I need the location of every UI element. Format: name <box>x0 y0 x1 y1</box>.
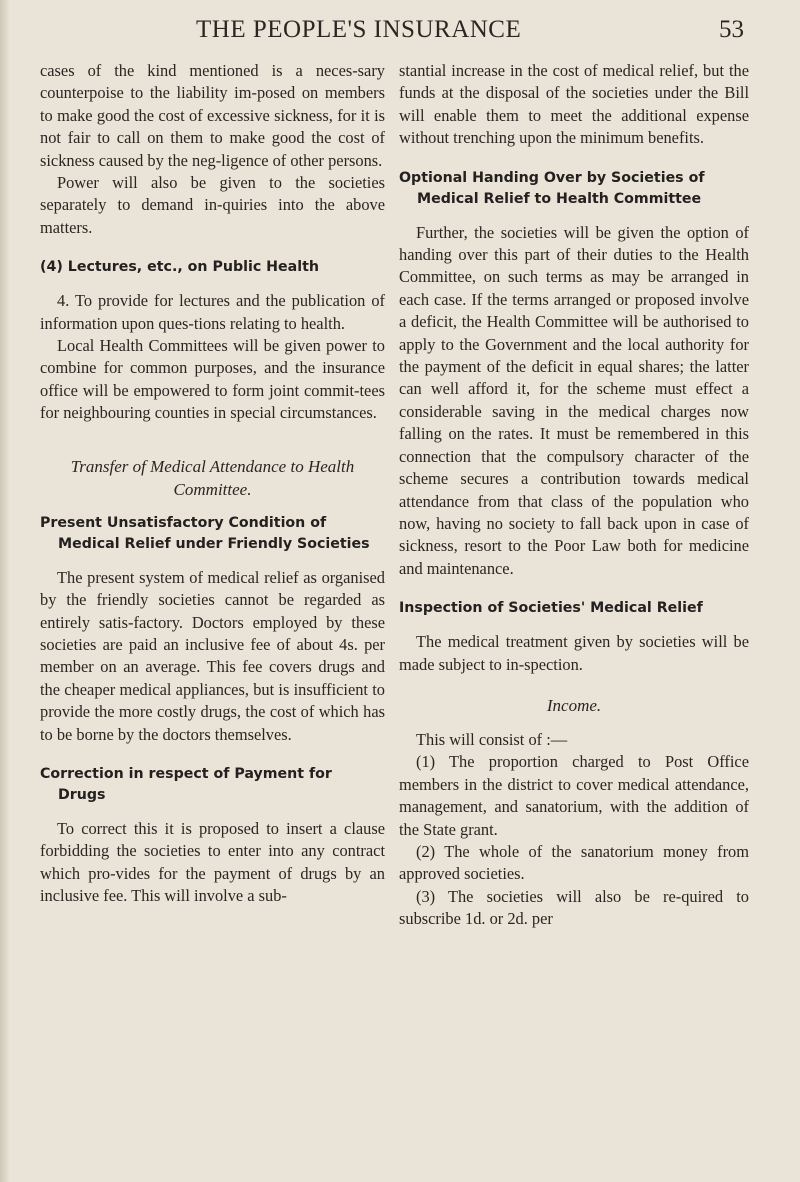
paragraph: (1) The proportion charged to Post Office members in the district to cover medical attendance, management, and sanatorium, with the addition of the State grant. <box>399 752 749 839</box>
italic-heading-transfer: Transfer of Medical Attendance to Health Committee. <box>70 456 355 499</box>
right-column <box>399 60 749 931</box>
paragraph: The medical treatment given by societies will be made subject to in-spection. <box>399 632 749 674</box>
section-heading-present-condition <box>40 513 385 555</box>
paragraph: Local Health Committees will be given power to combine for common purposes, and the insurance office will be empowered to form joint commit-tees for neighbouring counties in special circumstances. <box>40 336 385 423</box>
heading-line: Inspection of Societies' Medical Relief <box>399 600 703 617</box>
heading-line: (4) Lectures, etc., on Public Health <box>40 259 319 276</box>
section-heading-inspection <box>399 598 749 619</box>
paragraph: stantial increase in the cost of medical relief, but the funds at the disposal of the societies under the Bill will enable them to meet the additional expense without trenching upon the minimum benefits. <box>399 61 749 148</box>
italic-heading-income: Income. <box>546 695 602 715</box>
paragraph: The present system of medical relief as organised by the friendly societies cannot be regarded as entirely satis-factory. Doctors employed by these societies are paid an inclusive fee of about 4s. per member on an average. This fee covers drugs and the cheaper medical appliances, but is insufficient to provide the more costly drugs, the cost of which has to be borne by the doctors themselves. <box>40 567 385 744</box>
heading-line: Medical Relief under Friendly Societies <box>58 535 370 552</box>
page-spine-shadow <box>0 0 10 1182</box>
paragraph: This will consist of :— <box>416 729 568 749</box>
running-head: THE PEOPLE'S INSURANCE <box>196 16 522 43</box>
section-heading-lectures <box>40 257 385 278</box>
heading-line: Optional Handing Over by Societies of <box>399 169 705 186</box>
paragraph: Further, the societies will be given the option of handing over this part of their duties to the Health Committee, on such terms as may be arranged in each case. If the terms arranged or proposed involve a deficit, the Health Committee will be authorised to apply to the Government and the local authority for the payment of the deficit in equal shares; the latter can well afford it, for the scheme must effect a considerable saving in the medical charges now falling on the rates. It must be remembered in this connection that the compulsory character of the scheme secures a contribution towards medical attendance from that class of the population who now, having no society to fall back upon in case of sickness, resort to the Poor Law both for medicine and maintenance. <box>399 222 749 578</box>
heading-line: Drugs <box>58 786 106 803</box>
paragraph: 4. To provide for lectures and the publication of information upon ques-tions relating to health. <box>40 291 385 333</box>
heading-line: Present Unsatisfactory Condition of <box>40 514 327 531</box>
paragraph: (2) The whole of the sanatorium money from approved societies. <box>399 841 749 884</box>
paragraph: (3) The societies will also be re-quired to subscribe 1d. or 2d. per <box>399 886 749 929</box>
paragraph: To correct this it is proposed to insert a clause forbidding the societies to enter into any contract which pro-vides for the payment of drugs by an inclusive fee. This will involve a sub- <box>40 818 385 906</box>
left-column <box>40 60 385 908</box>
paragraph: cases of the kind mentioned is a neces-sary counterpoise to the liability im-posed on members to make good the cost of excessive sickness, for it is not fair to call on them to make good the cost of sickness caused by the neg-ligence of other persons. <box>40 61 385 170</box>
section-heading-correction <box>40 764 385 806</box>
heading-line: Medical Relief to Health Committee <box>417 190 702 207</box>
section-heading-optional-handing-over <box>399 168 749 210</box>
paragraph: Power will also be given to the societies separately to demand in-quiries into the above matters. <box>40 173 385 237</box>
page-header <box>0 12 800 52</box>
page-number: 53 <box>719 16 744 43</box>
heading-line: Correction in respect of Payment for <box>40 765 332 782</box>
